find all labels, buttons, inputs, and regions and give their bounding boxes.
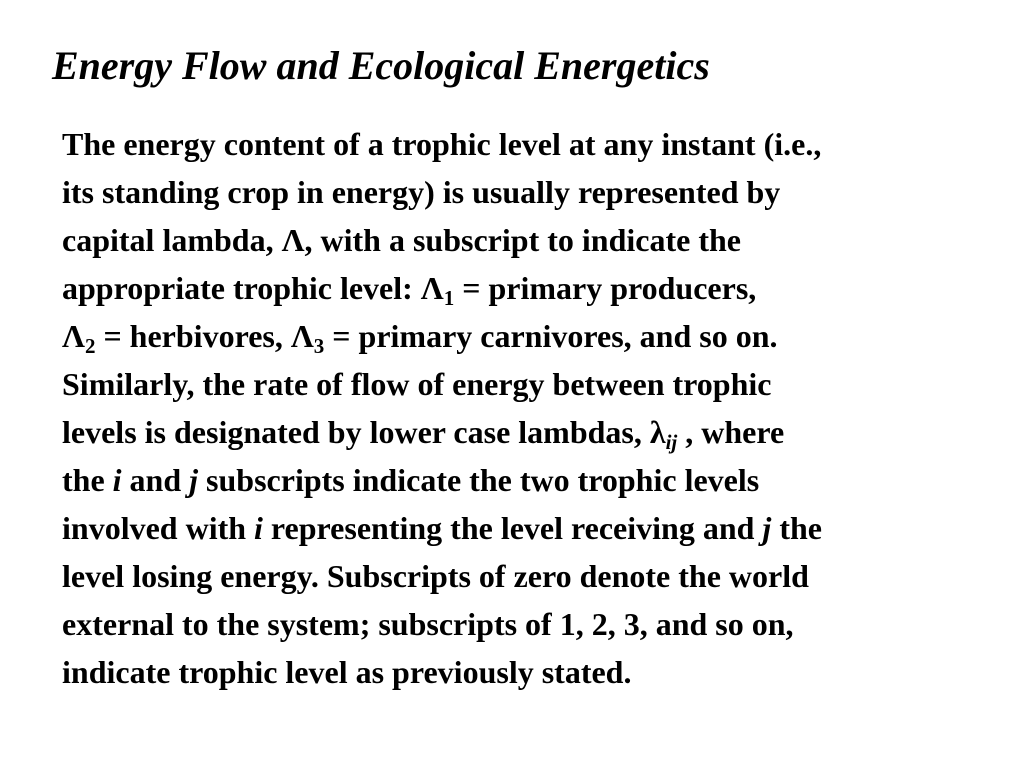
italic-var: i — [112, 462, 122, 498]
body-line — [62, 408, 1017, 456]
text-run: the — [771, 510, 822, 546]
text-run: = primary carnivores, and so on. — [324, 318, 778, 354]
subscript: 2 — [84, 334, 96, 358]
body-text — [62, 120, 1017, 696]
subscript: 1 — [443, 286, 455, 310]
italic-var: j — [762, 510, 772, 546]
text-run: levels is designated by lower case lambdas, λ — [62, 414, 666, 450]
text-run: appropriate trophic level: Λ — [62, 270, 444, 306]
text-run: its standing crop in energy) is usually represented by — [62, 174, 781, 210]
body-line — [62, 312, 1017, 360]
body-line — [62, 168, 1017, 216]
body-line — [62, 600, 1017, 648]
text-run: Similarly, the rate of flow of energy between trophic — [62, 366, 772, 402]
text-run: the — [62, 462, 113, 498]
body-line — [62, 504, 1017, 552]
text-run: The energy content of a trophic level at any instant (i.e., — [62, 126, 822, 162]
subscript: 3 — [313, 334, 325, 358]
body-line — [62, 360, 1017, 408]
subscript: ij — [665, 430, 678, 454]
text-run: = herbivores, Λ — [95, 318, 314, 354]
italic-var: j — [189, 462, 199, 498]
text-run: capital lambda, Λ, with a subscript to indicate the — [62, 222, 741, 258]
slide-title: Energy Flow and Ecological Energetics — [52, 43, 710, 88]
text-run: = primary producers, — [454, 270, 757, 306]
italic-var: i — [254, 510, 263, 546]
text-run: indicate trophic level as previously stated. — [62, 654, 632, 690]
text-run: , where — [677, 414, 785, 450]
body-line — [62, 456, 1017, 504]
body-line — [62, 120, 1017, 168]
body-line — [62, 264, 1017, 312]
text-run: level losing energy. Subscripts of zero denote the world — [62, 558, 809, 594]
text-run: and — [121, 462, 190, 498]
text-run: subscripts indicate the two trophic levels — [198, 462, 760, 498]
text-run: representing the level receiving and — [262, 510, 763, 546]
text-run: external to the system; subscripts of 1, 2, 3, and so on, — [62, 606, 794, 642]
text-run: involved with — [62, 510, 255, 546]
body-line — [62, 648, 1017, 696]
body-line — [62, 216, 1017, 264]
body-line — [62, 552, 1017, 600]
text-run: Λ — [62, 318, 85, 354]
